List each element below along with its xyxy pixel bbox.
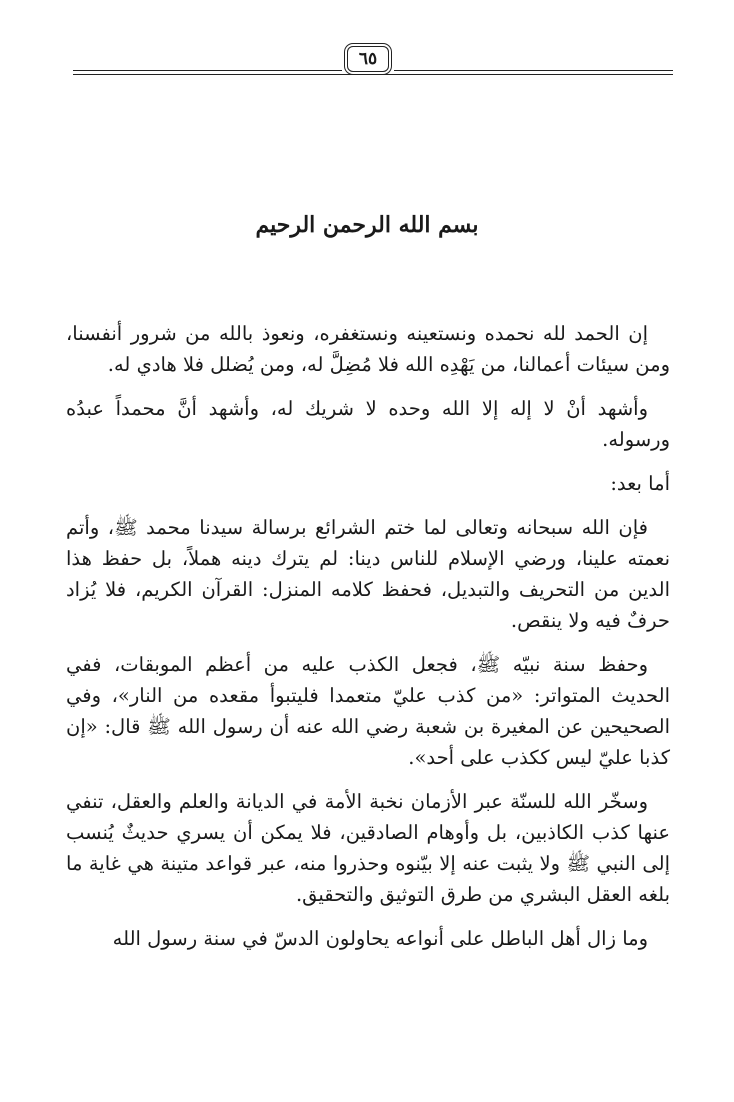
paragraph: فإن الله سبحانه وتعالى لما ختم الشرائع برسالة سيدنا محمد ﷺ، وأتم نعمته علينا، ورضي الإسلام للناس دينا: لم يترك دينه هملاً، بل حفظ هذا الدين من التحريف والتبديل، فحفظ كلامه المنزل: القرآن الكريم، فلا يُزاد حرفٌ فيه ولا ينقص. <box>66 516 670 632</box>
paragraph: وسخّر الله للسنّة عبر الأزمان نخبة الأمة في الديانة والعلم والعقل، تنفي عنها كذب الكاذبين، بل وأوهام الصادقين، فلا يمكن أن يسري حديثٌ يُنسب إلى النبي ﷺ ولا يثبت عنه إلا بيّنوه وحذروا منه، عبر قواعد متينة هي غاية ما بلغه العقل البشري من طرق التوثيق والتحقيق. <box>66 790 670 906</box>
header-rule-bottom <box>73 74 673 75</box>
paragraph: أما بعد: <box>610 472 670 495</box>
basmala-heading: بسم الله الرحمن الرحيم <box>255 212 479 238</box>
paragraph: وما زال أهل الباطل على أنواعه يحاولون الدسّ في سنة رسول الله <box>112 927 648 950</box>
body-text <box>66 318 670 967</box>
paragraph: إن الحمد لله نحمده ونستعينه ونستغفره، ونعوذ بالله من شرور أنفسنا، ومن سيئات أعمالنا، من يَهْدِه الله فلا مُضِلَّ له، ومن يُضلل فلا هادي له. <box>66 322 670 376</box>
paragraph: وحفظ سنة نبيّه ﷺ، فجعل الكذب عليه من أعظم الموبقات، ففي الحديث المتواتر: «من كذب عليّ متعمدا فليتبوأ مقعده من النار»، وفي الصحيحين عن المغيرة بن شعبة رضي الله عنه أن رسول الله ﷺ قال: «إن كذبا عليّ ليس ككذب على أحد». <box>66 653 670 769</box>
paragraph: وأشهد أنْ لا إله إلا الله وحده لا شريك له، وأشهد أنَّ محمداً عبدُه ورسوله. <box>66 397 670 451</box>
page-number-box <box>342 44 394 74</box>
page-number: ٦٥ <box>347 46 389 72</box>
